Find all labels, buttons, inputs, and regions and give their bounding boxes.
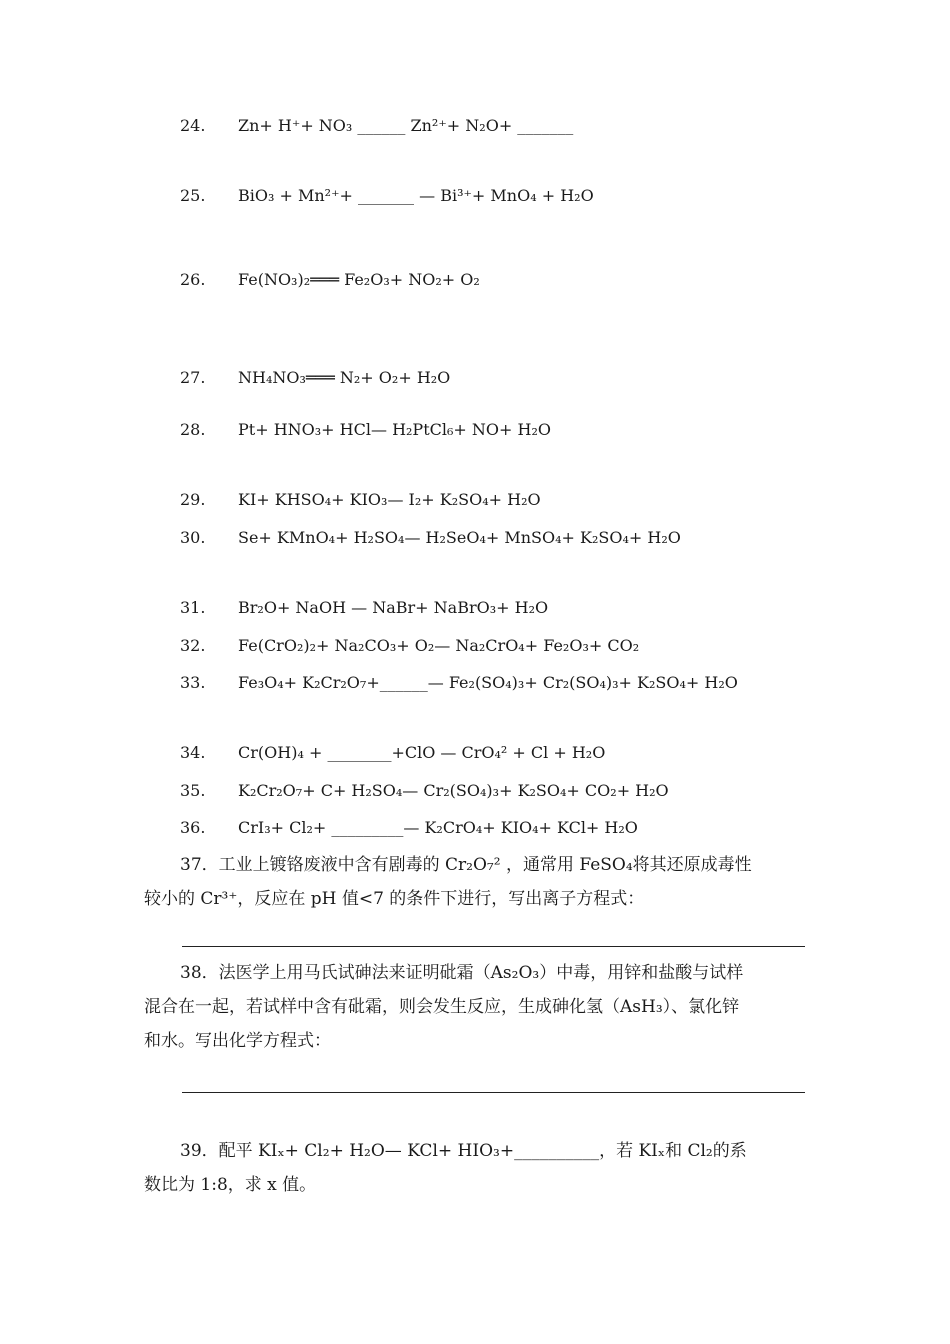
equation-text: Fe₃O₄+ K₂Cr₂O₇+______— Fe₂(SO₄)₃+ Cr₂(SO₄)₃+ K₂SO₄+ H₂O [238,673,738,692]
equation-text: Pt+ HNO₃+ HCl— H₂PtCl₆+ NO+ H₂O [238,420,551,439]
question-number: 29. [180,490,206,509]
question-37 [144,848,808,916]
equation-text: Fe(CrO₂)₂+ Na₂CO₃+ O₂— Na₂CrO₄+ Fe₂O₃+ CO₂ [238,636,640,655]
equation-text: Se+ KMnO₄+ H₂SO₄— H₂SeO₄+ MnSO₄+ K₂SO₄+ H₂O [238,528,681,547]
question-38-line-2: 混合在一起，若试样中含有砒霜，则会发生反应，生成砷化氢（AsH₃）、氯化锌 [144,997,740,1017]
equation-text: Zn+ H⁺+ NO₃ ______ Zn²⁺+ N₂O+ _______ [238,116,574,135]
question-number: 27. [180,368,206,387]
equation-text: NH₄NO₃═══ N₂+ O₂+ H₂O [238,368,451,387]
question-number: 25. [180,186,206,205]
equation-text: Cr(OH)₄ + ________+ClO — CrO₄² + Cl + H₂O [238,743,606,762]
equation-text: KI+ KHSO₄+ KIO₃— I₂+ K₂SO₄+ H₂O [238,490,541,509]
question-number: 30. [180,528,206,547]
question-number: 35. [180,781,206,800]
question-37-line-2: 较小的 Cr³⁺，反应在 pH 值<7 的条件下进行，写出离子方程式： [144,889,645,909]
question-38 [144,956,808,1058]
question-39-line-2: 数比为 1:8，求 x 值。 [144,1175,317,1195]
question-number: 24. [180,116,206,135]
equation-text: BiO₃ + Mn²⁺+ _______ — Bi³⁺+ MnO₄ + H₂O [238,186,594,205]
question-number: 28. [180,420,206,439]
answer-line-37[interactable] [182,946,805,947]
question-number: 31. [180,598,206,617]
equation-text: CrI₃+ Cl₂+ _________— K₂CrO₄+ KIO₄+ KCl+ H₂O [238,818,638,837]
equation-text: Br₂O+ NaOH — NaBr+ NaBrO₃+ H₂O [238,598,549,617]
question-39 [144,1134,808,1202]
question-number: 34. [180,743,206,762]
equation-text: K₂Cr₂O₇+ C+ H₂SO₄— Cr₂(SO₄)₃+ K₂SO₄+ CO₂+ H₂O [238,781,669,800]
equation-text: Fe(NO₃)₂═══ Fe₂O₃+ NO₂+ O₂ [238,270,480,289]
question-number: 32. [180,636,206,655]
question-38-line-3: 和水。写出化学方程式： [144,1031,331,1051]
question-number: 36. [180,818,206,837]
question-37-line-1: 37．工业上镀铬废液中含有剧毒的 Cr₂O₇² ，通常用 FeSO₄将其还原成毒性 [180,855,752,875]
answer-line-38[interactable] [182,1092,805,1093]
question-38-line-1: 38．法医学上用马氏试砷法来证明砒霜（As₂O₃）中毒，用锌和盐酸与试样 [180,963,744,983]
question-number: 26. [180,270,206,289]
question-39-line-1: 39．配平 KIₓ+ Cl₂+ H₂O— KCl+ HIO₃+__________，若 KIₓ和 Cl₂的系 [180,1141,747,1161]
question-number: 33. [180,673,206,692]
